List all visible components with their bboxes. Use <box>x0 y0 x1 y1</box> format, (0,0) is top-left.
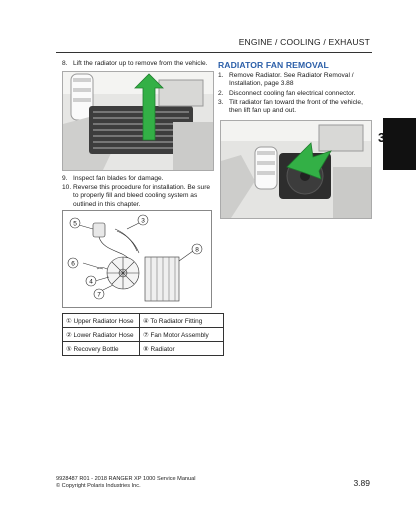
chapter-tab <box>383 118 416 170</box>
step-9 <box>62 175 212 183</box>
fan-removal-photo <box>220 120 372 219</box>
section-heading: RADIATOR FAN REMOVAL <box>218 60 329 70</box>
legend-cell: ② Lower Radiator Hose <box>63 328 140 342</box>
step-number: 1. <box>218 72 224 79</box>
section-title: ENGINE / COOLING / EXHAUST <box>238 37 370 47</box>
step-text: Reverse this procedure for installation. Be sure to properly fill and bleed cooling system as outlined in this chapter. <box>73 184 211 208</box>
step-10 <box>62 184 212 209</box>
footer-manual-info <box>56 476 196 490</box>
legend-cell: ① Upper Radiator Hose <box>63 314 140 328</box>
parts-legend-table <box>62 313 224 356</box>
copyright-notice: © Copyright Polaris Industries Inc. <box>56 482 141 489</box>
header-divider <box>56 52 372 53</box>
radiator-lift-photo <box>62 71 214 171</box>
step-number: 8. <box>62 60 68 67</box>
table-row <box>63 342 224 356</box>
step-number: 3. <box>218 99 224 106</box>
fan-step-2 <box>218 90 370 98</box>
legend-cell: ⑤ Recovery Bottle <box>63 342 140 356</box>
chapter-number: 3 <box>378 130 386 145</box>
step-8 <box>62 60 212 68</box>
page-number: 3.89 <box>353 478 370 488</box>
fan-step-1 <box>218 72 370 89</box>
callout-6: 6 <box>71 260 75 268</box>
legend-cell: ④ To Radiator Fitting <box>140 314 224 328</box>
step-number: 10. <box>62 184 72 191</box>
step-number: 9. <box>62 175 68 182</box>
step-text: Tilt radiator fan toward the front of the vehicle, then lift fan up and out. <box>229 99 363 115</box>
table-row <box>63 328 224 342</box>
step-text: Inspect fan blades for damage. <box>73 175 164 182</box>
callout-8: 8 <box>195 246 199 254</box>
manual-title: 9928487 R01 - 2018 RANGER XP 1000 Service Manual <box>56 476 196 482</box>
callout-7: 7 <box>97 291 101 299</box>
callout-5: 5 <box>73 220 77 228</box>
step-text: Remove Radiator. See Radiator Removal / Installation, page 3.88 <box>229 72 354 88</box>
step-text: Disconnect cooling fan electrical connector. <box>229 90 356 97</box>
legend-cell: ⑦ Fan Motor Assembly <box>140 328 224 342</box>
callout-4: 4 <box>89 278 93 286</box>
table-row <box>63 314 224 328</box>
legend-cell: ⑧ Radiator <box>140 342 224 356</box>
fan-step-3 <box>218 99 370 116</box>
step-number: 2. <box>218 90 224 97</box>
step-text: Lift the radiator up to remove from the vehicle. <box>73 60 208 67</box>
cooling-system-diagram <box>62 210 212 308</box>
callout-3: 3 <box>141 217 145 225</box>
